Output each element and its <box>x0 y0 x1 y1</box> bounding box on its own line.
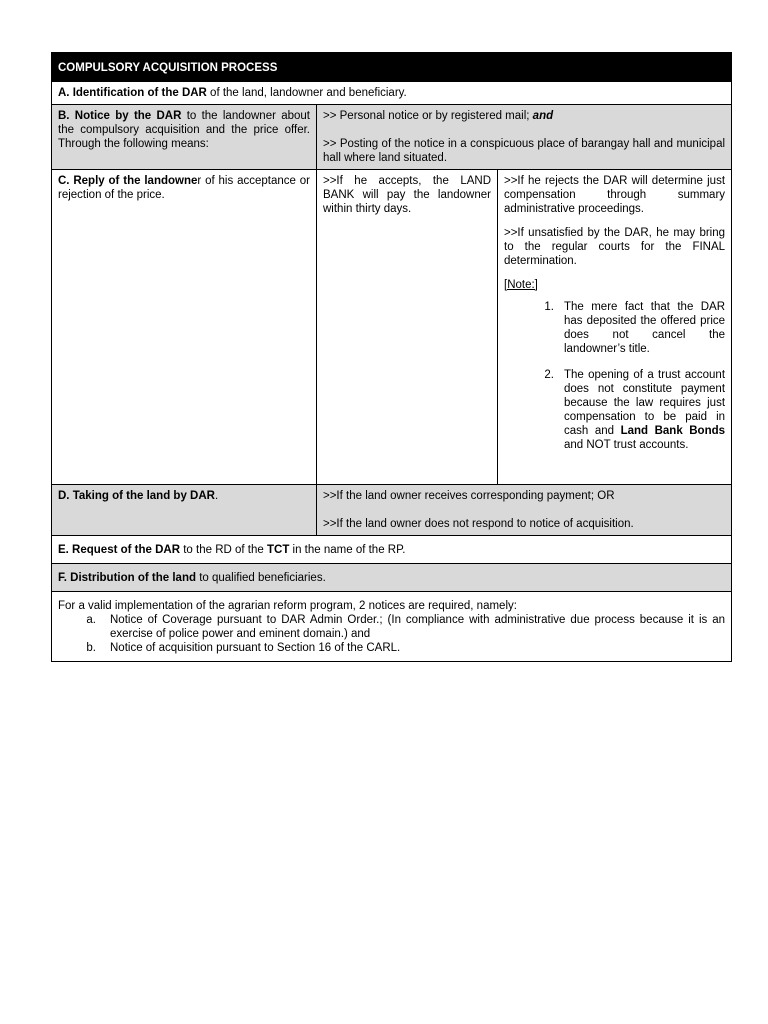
row-b-means-2: >> Posting of the notice in a conspicuous place of barangay hall and municipal hall where land situated. <box>323 138 726 164</box>
note-label-text: [Note:] <box>504 279 538 291</box>
note-2-post: and NOT trust accounts. <box>564 439 689 451</box>
row-e-heading: E. Request of the DAR <box>58 544 181 556</box>
list-item-number: b. <box>86 642 96 654</box>
row-e <box>52 536 732 564</box>
row-a <box>52 82 732 105</box>
note-2-bold: Land Bank Bonds <box>620 425 726 437</box>
row-d-text: . <box>214 490 219 502</box>
row-b-detail-cell <box>317 105 732 170</box>
row-c-reject-text: >>If he rejects the DAR will determine just compensation through summary administrative proceedings. <box>504 175 726 215</box>
row-d-line-2: >>If the land owner does not respond to notice of acquisition. <box>323 518 634 530</box>
note-item <box>504 300 725 356</box>
row-e-mid: to the RD of the <box>180 544 267 556</box>
row-c-label-cell <box>52 170 317 485</box>
row-d-detail-cell <box>317 485 732 536</box>
row-f-cell <box>52 564 732 592</box>
row-b <box>52 105 732 170</box>
note-text: The mere fact that the DAR has deposited the offered price does not cancel the landowner’s title. <box>564 301 726 355</box>
row-e-cell <box>52 536 732 564</box>
list-item <box>58 613 725 641</box>
row-c-accept-text: >>If he accepts, the LAND BANK will pay the landowner within thirty days. <box>323 175 491 215</box>
list-item-text: Notice of acquisition pursuant to Section 16 of the CARL. <box>110 642 401 654</box>
row-d-heading: D. Taking of the land by DAR <box>58 490 215 502</box>
row-b-text: to the landowner about the compulsory acquisition and the price offer. Through the following means: <box>58 110 310 150</box>
row-d <box>52 485 732 536</box>
row-f-text: to qualified beneficiaries. <box>196 572 326 584</box>
row-c-text: r of his acceptance or rejection of the price. <box>58 175 310 201</box>
row-b-label-cell <box>52 105 317 170</box>
list-item-text: Notice of Coverage pursuant to DAR Admin Order.; (In compliance with administrative due process because it is an exercise of police power and eminent domain.) and <box>110 614 726 640</box>
row-a-heading: A. Identification of the DAR <box>58 87 207 99</box>
row-c-reject-cell <box>498 170 732 485</box>
row-c-unsatisfied-text: >>If unsatisfied by the DAR, he may bring to the regular courts for the FINAL determination. <box>504 227 726 267</box>
row-f <box>52 564 732 592</box>
row-c-note-label <box>504 278 725 292</box>
compulsory-acquisition-table <box>51 52 732 662</box>
list-item-number: a. <box>86 614 96 626</box>
note-number: 1. <box>544 301 554 313</box>
required-notices-list <box>58 613 725 655</box>
note-list <box>504 300 725 452</box>
row-c <box>52 170 732 485</box>
note-text <box>564 368 725 452</box>
list-item <box>58 641 725 655</box>
table-title: COMPULSORY ACQUISITION PROCESS <box>52 53 732 82</box>
footer-cell <box>52 592 732 662</box>
title-row <box>52 53 732 82</box>
row-c-accept-cell <box>317 170 498 485</box>
row-a-cell <box>52 82 732 105</box>
row-b-means-1 <box>323 109 725 123</box>
row-e-text: in the name of the RP. <box>289 544 406 556</box>
footer-row <box>52 592 732 662</box>
row-e-tct: TCT <box>266 544 290 556</box>
note-item <box>504 368 725 452</box>
row-b-means-1-and: and <box>532 110 554 122</box>
row-a-text: of the land, landowner and beneficiary. <box>206 87 407 99</box>
note-2-pre: The opening of a trust account does not constitute payment because the law requires just compensation to be paid in cash and <box>564 369 726 437</box>
row-b-means-1-text: >> Personal notice or by registered mail; <box>323 110 533 122</box>
row-d-line-1: >>If the land owner receives corresponding payment; OR <box>323 490 615 502</box>
row-b-heading: B. Notice by the DAR <box>58 110 182 122</box>
footer-intro: For a valid implementation of the agrarian reform program, 2 notices are required, namely: <box>58 600 517 612</box>
row-f-heading: F. Distribution of the land <box>58 572 196 584</box>
note-number: 2. <box>544 369 554 381</box>
row-c-heading: C. Reply of the landowne <box>58 175 198 187</box>
row-d-label-cell <box>52 485 317 536</box>
